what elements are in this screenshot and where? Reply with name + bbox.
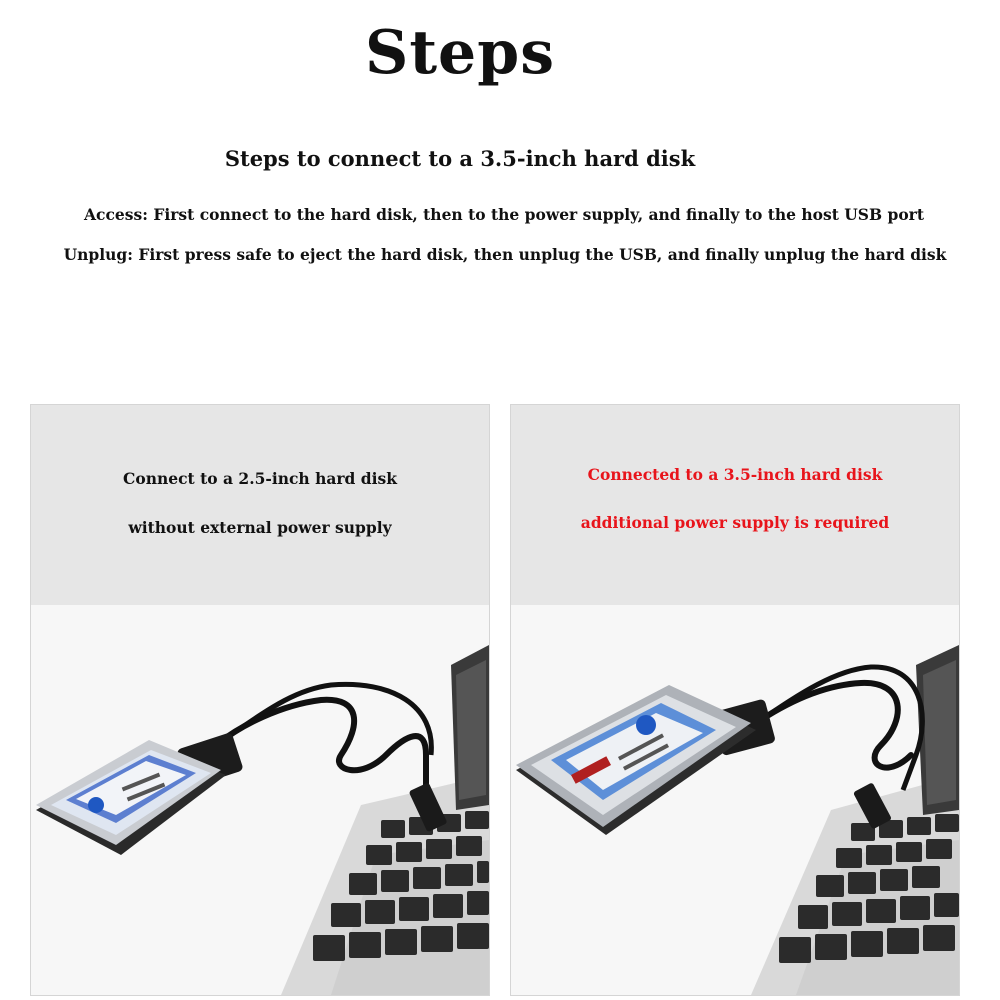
panel-caption-line1: Connected to a 3.5-inch hard disk	[587, 465, 883, 484]
page-title: Steps	[365, 18, 555, 88]
laptop-2-5-hdd-illustration	[31, 605, 489, 995]
laptop-3-5-hdd-illustration	[511, 605, 959, 995]
laptop-hdd-photo	[511, 605, 959, 995]
unplug-instructions: Unplug: First press safe to eject the hard disk, then unplug the USB, and finally unplug the hard disk	[63, 245, 947, 264]
panel-2-5-inch	[30, 404, 490, 996]
page-subtitle: Steps to connect to a 3.5-inch hard disk	[224, 146, 696, 171]
panel-header	[511, 405, 959, 605]
panel-header	[31, 405, 489, 605]
panel-caption-line1: Connect to a 2.5-inch hard disk	[123, 469, 397, 488]
access-instructions: Access: First connect to the hard disk, then to the power supply, and finally to the host USB port	[84, 205, 924, 224]
panel-caption-line2: without external power supply	[128, 518, 392, 537]
panel-caption-line2: additional power supply is required	[580, 513, 890, 532]
panel-3-5-inch	[510, 404, 960, 996]
laptop-hdd-photo	[31, 605, 489, 995]
